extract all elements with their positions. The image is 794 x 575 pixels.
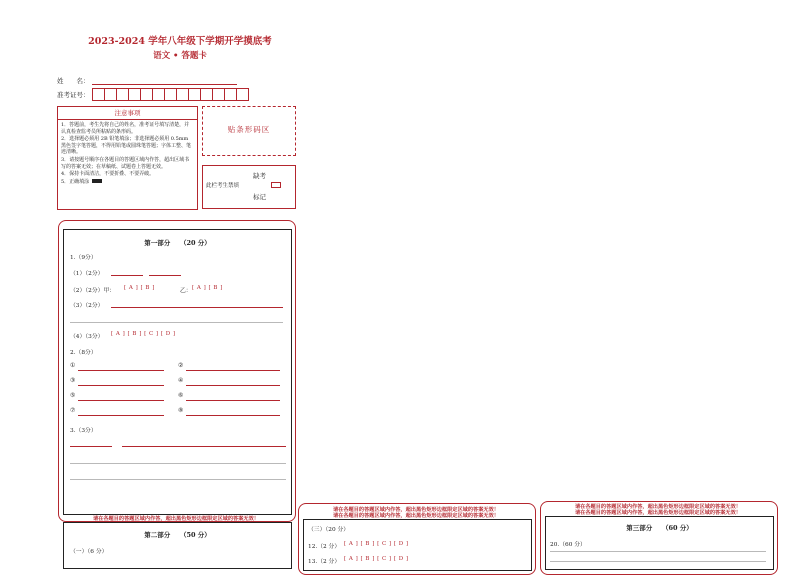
notes-item bbox=[61, 171, 194, 178]
notes-item bbox=[61, 179, 194, 186]
absent-label: 缺考 bbox=[253, 172, 266, 180]
q1-2-jia-options[interactable]: [ A ] [ B ] bbox=[124, 285, 155, 291]
q1-2-yi-label: 乙： bbox=[180, 288, 192, 294]
page-subtitle: 语文 • 答题卡 bbox=[153, 51, 207, 61]
q13-label: 13.（2 分） bbox=[308, 559, 341, 565]
barcode-label: 贴条形码区 bbox=[227, 125, 271, 134]
q3-line[interactable] bbox=[70, 479, 286, 480]
q1-3-line[interactable] bbox=[111, 307, 283, 308]
q1-2-label: （2）（2分）甲： bbox=[70, 288, 116, 294]
q20-label: 20.（60 分） bbox=[550, 542, 586, 548]
q1-4-options[interactable]: [ A ] [ B ] [ C ] [ D ] bbox=[111, 331, 176, 337]
name-field[interactable] bbox=[92, 84, 237, 85]
q2-blank[interactable] bbox=[78, 415, 164, 416]
exam-id-cells[interactable] bbox=[93, 88, 249, 101]
q3-line[interactable] bbox=[70, 446, 112, 447]
q20-line[interactable] bbox=[550, 551, 766, 552]
absent-mark-box bbox=[202, 165, 296, 209]
q2-mark: ① bbox=[70, 363, 76, 369]
q2-label: 2.（8分） bbox=[70, 350, 97, 356]
q1-4-label: （4）（3分） bbox=[70, 334, 104, 340]
notes-heading: 注意事项 bbox=[58, 107, 197, 120]
section2-sub1: （一）（6 分） bbox=[70, 549, 108, 555]
q2-blank[interactable] bbox=[186, 385, 280, 386]
mid-warning-top-2: 请在各题目的答题区域内作答，超出黑色矩形边框限定区域的答案无效！ bbox=[332, 513, 499, 519]
q2-blank[interactable] bbox=[186, 370, 280, 371]
q2-blank[interactable] bbox=[78, 370, 164, 371]
q13-options[interactable]: [ A ] [ B ] [ C ] [ D ] bbox=[344, 556, 409, 562]
notes-item: 3．请按题号顺序在各题目的答题区域内作答，超出区域书写的答案无效；在草稿纸、试题卷上答题无效。 bbox=[61, 156, 190, 170]
absent-note: 此栏考生禁填 bbox=[206, 183, 240, 189]
q2-mark: ③ bbox=[70, 378, 76, 384]
q2-blank[interactable] bbox=[78, 385, 164, 386]
q1-3-line-2[interactable] bbox=[70, 322, 283, 323]
section3-title: 第三部分 （60 分） bbox=[626, 524, 693, 532]
section2-sub3: （三）（20 分） bbox=[308, 527, 350, 533]
q3-label: 3.（3分） bbox=[70, 428, 97, 434]
q1-3-label: （3）（2分） bbox=[70, 303, 104, 309]
absent-label-2: 标记 bbox=[253, 193, 266, 201]
q3-line[interactable] bbox=[122, 446, 286, 447]
q2-mark: ⑦ bbox=[70, 408, 76, 414]
q2-mark: ⑧ bbox=[178, 408, 184, 414]
notes-item: 1．答题前，考生先将自己的姓名，准考证号填写清楚，并认真检查监考员所粘贴的条形码。 bbox=[61, 122, 190, 135]
right-warning-top: 请在各题目的答题区域内作答，超出黑色矩形边框限定区域的答案无效！ bbox=[574, 504, 741, 510]
q2-mark: ④ bbox=[178, 378, 184, 384]
q2-blank[interactable] bbox=[186, 400, 280, 401]
notes-item-text: 4．保持卡面清洁，不要折叠、不要弄破。 bbox=[61, 171, 155, 178]
q3-line[interactable] bbox=[70, 463, 286, 464]
section1-panel bbox=[63, 229, 292, 515]
q2-mark: ② bbox=[178, 363, 184, 369]
filled-bubble-icon bbox=[92, 179, 102, 183]
name-label: 姓 名： bbox=[57, 77, 90, 85]
mid-panel bbox=[303, 519, 532, 571]
section1-title: 第一部分 （20 分） bbox=[144, 239, 211, 247]
q2-mark: ⑤ bbox=[70, 393, 76, 399]
q2-blank[interactable] bbox=[186, 415, 280, 416]
q1-1-blank-b[interactable] bbox=[149, 275, 181, 276]
section1-warning: 请在各题目的答题区域内作答，超出黑色矩形边框限定区域的答案无效！ bbox=[92, 516, 259, 522]
page-title: 2023-2024 学年八年级下学期开学摸底考 bbox=[88, 36, 272, 47]
q1-1-blank-a[interactable] bbox=[111, 275, 143, 276]
exam-id-cell[interactable] bbox=[236, 88, 249, 101]
q2-blank[interactable] bbox=[78, 400, 164, 401]
mid-warning-top: 请在各题目的答题区域内作答，超出黑色矩形边框限定区域的答案无效！ bbox=[332, 507, 499, 513]
section2-title: 第二部分 （50 分） bbox=[144, 531, 211, 539]
q1-1-label: （1）（2分） bbox=[70, 271, 104, 277]
q2-mark: ⑥ bbox=[178, 393, 184, 399]
exam-id-label: 准考证号： bbox=[57, 91, 90, 99]
absent-checkbox[interactable] bbox=[271, 182, 281, 188]
notes-item: 2．选择题必须用 2B 铅笔填涂；非选择题必须用 0.5mm 黑色签字笔答题，不得用铅笔或圆珠笔答题；字体工整、笔迹清晰。 bbox=[61, 136, 192, 156]
q12-label: 12.（2 分） bbox=[308, 544, 341, 550]
notes-list bbox=[58, 120, 197, 188]
q1-label: 1.（9分） bbox=[70, 255, 97, 261]
q1-2-yi-options[interactable]: [ A ] [ B ] bbox=[192, 285, 223, 291]
right-warning-top-2: 请在各题目的答题区域内作答，超出黑色矩形边框限定区域的答案无效！ bbox=[574, 510, 741, 516]
notes-box bbox=[57, 106, 198, 210]
notes-item-text: 5．正确填涂 bbox=[61, 178, 90, 185]
q12-options[interactable]: [ A ] [ B ] [ C ] [ D ] bbox=[344, 541, 409, 547]
barcode-area bbox=[202, 106, 296, 156]
